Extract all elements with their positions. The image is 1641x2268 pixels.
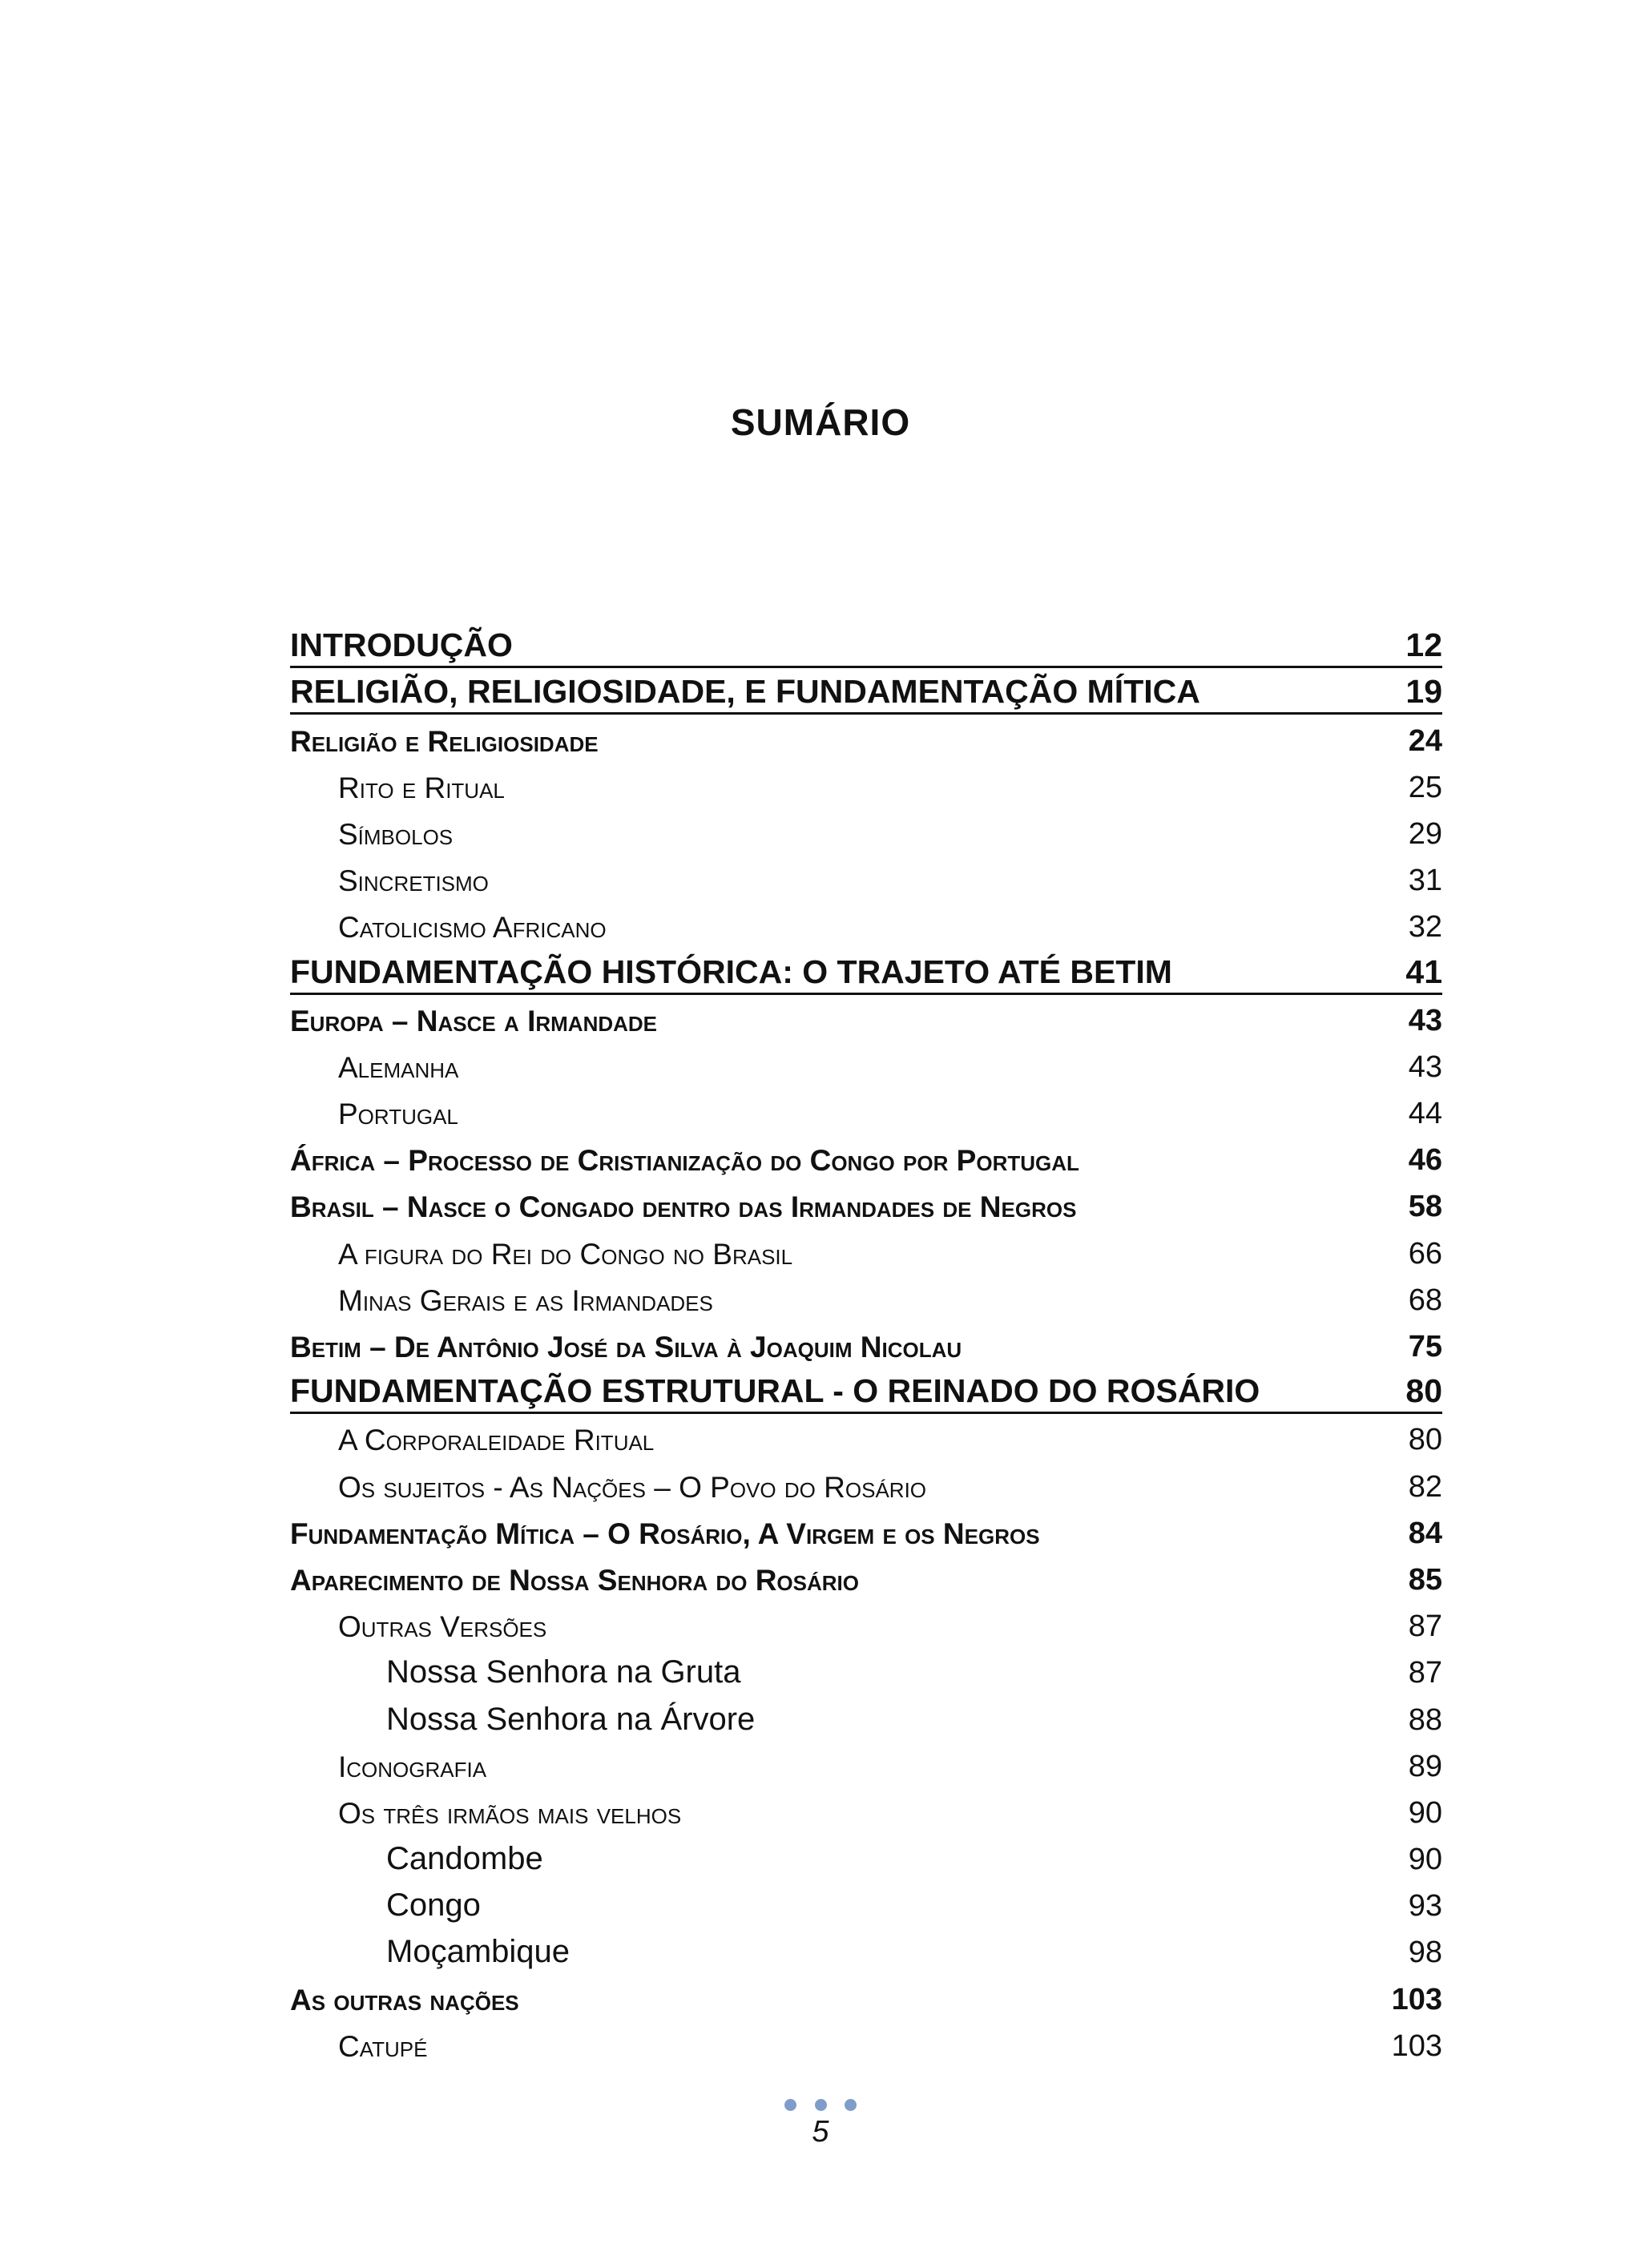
toc-entry-page: 103	[1391, 1982, 1442, 2016]
toc-entry[interactable]	[290, 1973, 1442, 2020]
toc-entry-page: 29	[1408, 816, 1442, 851]
toc-entry-page: 75	[1408, 1330, 1442, 1364]
toc-entry[interactable]	[290, 1088, 1442, 1134]
toc-entry-title: Candombe	[386, 1841, 543, 1877]
toc-entry-title: Os sujeitos - As Nações – O Povo do Rosário	[338, 1470, 927, 1504]
toc-entry[interactable]	[290, 715, 1442, 761]
toc-entry-page: 80	[1408, 1423, 1442, 1457]
toc-entry-page: 88	[1408, 1702, 1442, 1737]
toc-entry-title: Nossa Senhora na Árvore	[386, 1701, 756, 1737]
toc-entry[interactable]	[290, 762, 1442, 808]
toc-entry-page: 82	[1408, 1469, 1442, 1504]
toc-entry-title: Iconografia	[338, 1750, 487, 1783]
footer-ornament	[0, 2099, 1641, 2115]
toc-entry-title: Os três irmãos mais velhos	[338, 1796, 682, 1830]
toc-entry[interactable]	[290, 948, 1442, 994]
toc-entry[interactable]	[290, 1460, 1442, 1507]
toc-entry-title: Sincretismo	[338, 864, 489, 898]
toc-entry-title: INTRODUÇÃO	[290, 626, 513, 664]
toc-entry[interactable]	[290, 1275, 1442, 1321]
toc-entry-page: 87	[1408, 1609, 1442, 1644]
toc-entry-title: As outras nações	[290, 1983, 519, 2016]
toc-entry-title: Catolicismo Africano	[338, 911, 607, 945]
toc-entry[interactable]	[290, 1694, 1442, 1740]
toc-entry[interactable]	[290, 1787, 1442, 1834]
toc-entry-title: Fundamentação Mítica – O Rosário, A Virgem e os Negros	[290, 1517, 1040, 1550]
toc-entry[interactable]	[290, 1834, 1442, 1880]
toc-entry[interactable]	[290, 1134, 1442, 1181]
toc-entry-page: 44	[1408, 1097, 1442, 1131]
toc-entry-title: Europa – Nasce a Irmandade	[290, 1004, 658, 1037]
toc-entry-page: 32	[1408, 910, 1442, 945]
toc-entry-page: 90	[1408, 1843, 1442, 1877]
toc-entry[interactable]	[290, 1227, 1442, 1274]
toc-entry-page: 68	[1408, 1283, 1442, 1317]
toc-entry-title: Moçambique	[386, 1934, 571, 1970]
toc-entry-page: 85	[1408, 1562, 1442, 1597]
toc-entry-page: 98	[1408, 1936, 1442, 1970]
toc-entry[interactable]	[290, 668, 1442, 715]
toc-entry-page: 24	[1408, 723, 1442, 758]
toc-entry-page: 103	[1391, 2028, 1442, 2063]
toc-entry-title: Catupé	[338, 2029, 428, 2063]
toc-entry[interactable]	[290, 1741, 1442, 1787]
toc-entry-title: Congo	[386, 1887, 481, 1924]
toc-entry[interactable]	[290, 995, 1442, 1041]
toc-entry[interactable]	[290, 1181, 1442, 1227]
toc-entry[interactable]	[290, 1321, 1442, 1368]
toc-entry[interactable]	[290, 1601, 1442, 1647]
toc-entry[interactable]	[290, 1880, 1442, 1927]
toc-entry[interactable]	[290, 808, 1442, 855]
toc-entry-page: 80	[1405, 1372, 1442, 1410]
toc-entry-page: 89	[1408, 1749, 1442, 1783]
toc-entry-title: África – Processo de Cristianização do Congo por Portugal	[290, 1144, 1079, 1178]
page-title: SUMÁRIO	[730, 401, 911, 443]
toc-entry-title: Alemanha	[338, 1050, 459, 1084]
toc-entry-title: Portugal	[338, 1098, 458, 1131]
toc-entry[interactable]	[290, 2020, 1442, 2067]
toc-entry-page: 87	[1408, 1656, 1442, 1690]
toc-entry[interactable]	[290, 1647, 1442, 1694]
toc-entry-title: Nossa Senhora na Gruta	[386, 1654, 741, 1690]
toc-entry-title: Outras Versões	[338, 1610, 547, 1644]
toc-entry[interactable]	[290, 901, 1442, 948]
toc-entry-title: Religião e Religiosidade	[290, 724, 599, 758]
toc-entry[interactable]	[290, 1508, 1442, 1554]
toc-entry-page: 58	[1408, 1190, 1442, 1224]
table-of-contents	[290, 622, 1442, 2067]
toc-entry-title: FUNDAMENTAÇÃO ESTRUTURAL - O REINADO DO ROSÁRIO	[290, 1372, 1260, 1410]
page-number: 5	[812, 2115, 829, 2149]
toc-entry[interactable]	[290, 1927, 1442, 1973]
toc-entry-page: 41	[1405, 953, 1442, 990]
toc-entry-title: Rito e Ritual	[338, 771, 505, 804]
toc-entry[interactable]	[290, 855, 1442, 901]
toc-entry-page: 66	[1408, 1236, 1442, 1271]
toc-entry-title: A Corporaleidade Ritual	[338, 1424, 655, 1457]
ornament-dot-icon	[784, 2099, 796, 2111]
toc-entry-page: 43	[1408, 1049, 1442, 1084]
toc-entry-title: FUNDAMENTAÇÃO HISTÓRICA: O TRAJETO ATÉ BETIM	[290, 953, 1172, 990]
toc-entry[interactable]	[290, 1041, 1442, 1088]
toc-entry-page: 93	[1408, 1889, 1442, 1924]
toc-entry[interactable]	[290, 622, 1442, 668]
toc-entry-title: A figura do Rei do Congo no Brasil	[338, 1237, 793, 1271]
toc-entry-page: 90	[1408, 1795, 1442, 1830]
toc-entry[interactable]	[290, 1414, 1442, 1460]
toc-entry-title: RELIGIÃO, RELIGIOSIDADE, E FUNDAMENTAÇÃO MÍTICA	[290, 673, 1200, 711]
toc-entry-title: Minas Gerais e as Irmandades	[338, 1283, 713, 1317]
toc-entry-page: 12	[1405, 626, 1442, 664]
toc-entry-title: Brasil – Nasce o Congado dentro das Irmandades de Negros	[290, 1190, 1077, 1224]
toc-entry-page: 46	[1408, 1143, 1442, 1178]
toc-entry[interactable]	[290, 1554, 1442, 1601]
toc-entry-title: Símbolos	[338, 817, 454, 851]
toc-entry-page: 84	[1408, 1516, 1442, 1550]
toc-entry-title: Betim – De Antônio José da Silva à Joaquim Nicolau	[290, 1331, 962, 1364]
toc-entry-page: 25	[1408, 770, 1442, 804]
ornament-dot-icon	[845, 2099, 857, 2111]
toc-entry[interactable]	[290, 1368, 1442, 1414]
toc-entry-title: Aparecimento de Nossa Senhora do Rosário	[290, 1563, 859, 1597]
ornament-dot-icon	[815, 2099, 827, 2111]
toc-entry-page: 19	[1405, 673, 1442, 711]
toc-entry-page: 31	[1408, 864, 1442, 898]
toc-entry-page: 43	[1408, 1003, 1442, 1037]
